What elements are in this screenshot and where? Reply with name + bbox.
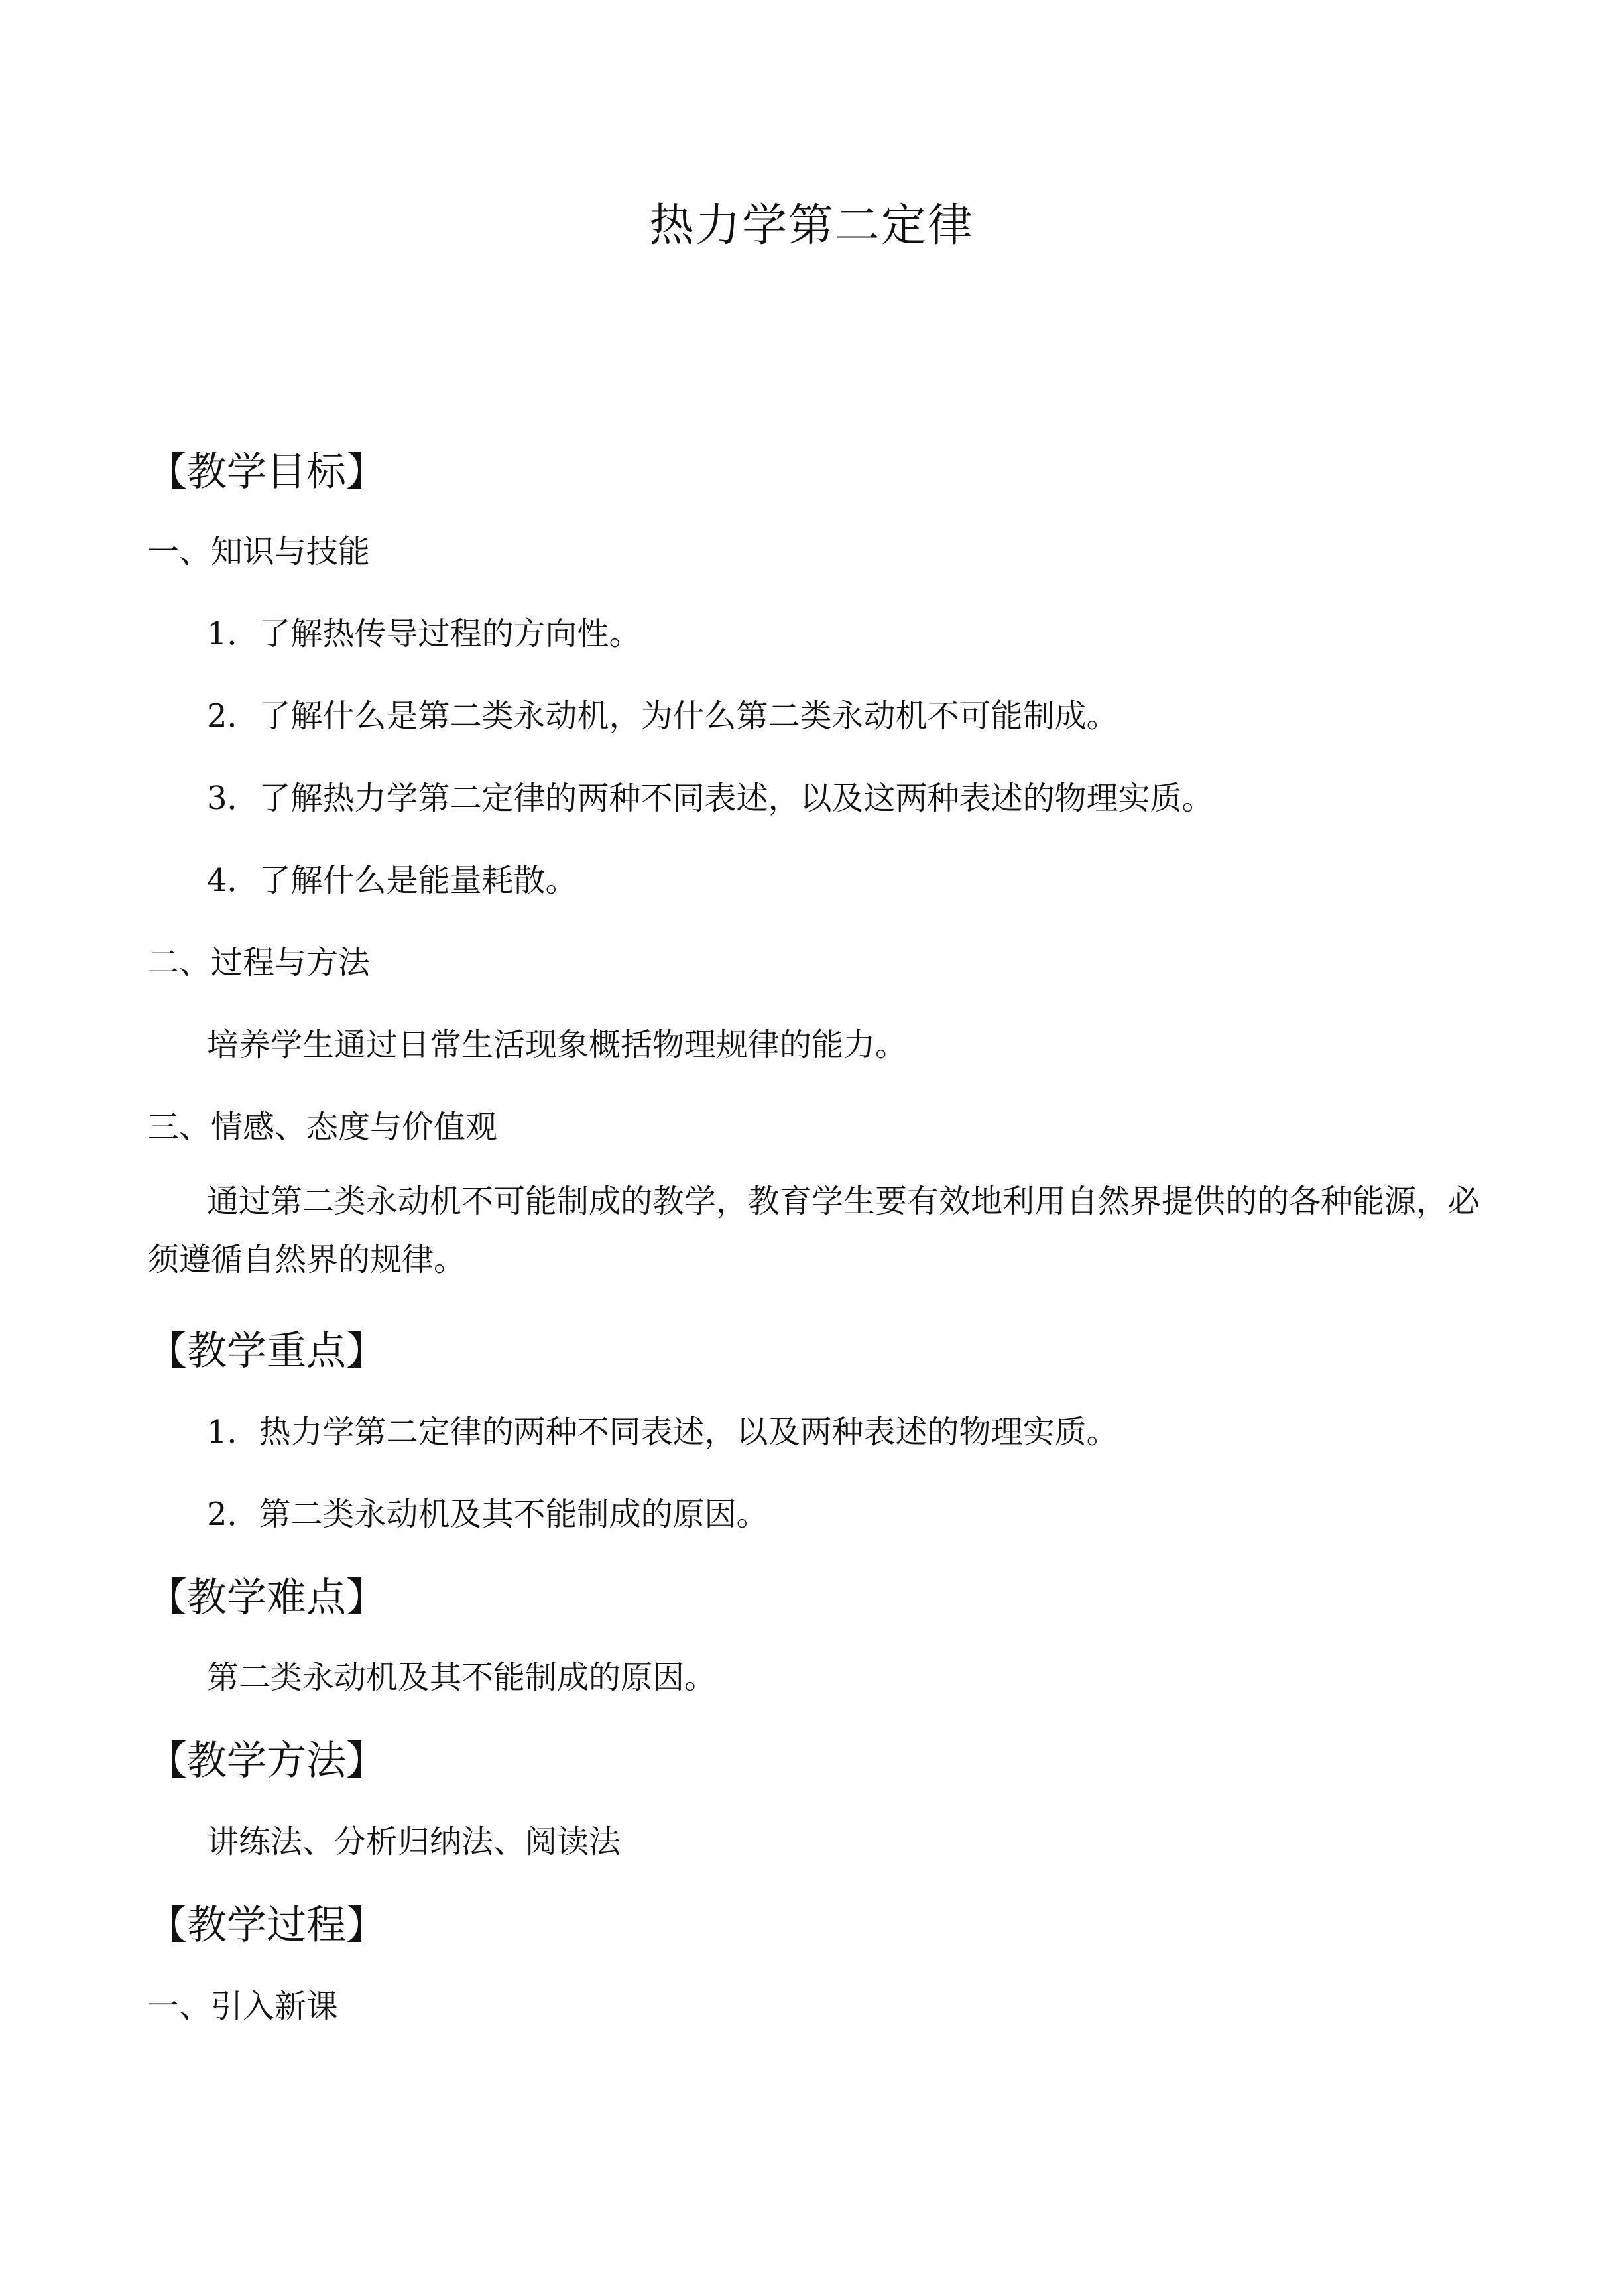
knowledge-skills-heading: 一、知识与技能 [147, 533, 371, 570]
methods-text: 讲练法、分析归纳法、阅读法 [207, 1823, 621, 1860]
objectives-heading: 【教学目标】 [147, 449, 386, 495]
key-point-item-1: 1．热力学第二定律的两种不同表述，以及两种表述的物理实质。 [207, 1414, 1118, 1451]
process-method-heading: 二、过程与方法 [147, 944, 371, 981]
document-title: 热力学第二定律 [648, 200, 974, 252]
process-method-text: 培养学生通过日常生活现象概括物理规律的能力。 [207, 1026, 908, 1063]
methods-heading: 【教学方法】 [147, 1738, 386, 1784]
objective-item-1: 1．了解热传导过程的方向性。 [207, 615, 641, 652]
key-point-item-2: 2．第二类永动机及其不能制成的原因。 [207, 1496, 768, 1533]
emotion-values-heading: 三、情感、态度与价值观 [147, 1109, 498, 1146]
difficulties-text: 第二类永动机及其不能制成的原因。 [207, 1659, 717, 1696]
difficulties-heading: 【教学难点】 [147, 1575, 386, 1621]
objective-item-3: 3．了解热力学第二定律的两种不同表述，以及这两种表述的物理实质。 [207, 780, 1214, 817]
objective-item-4: 4．了解什么是能量耗散。 [207, 862, 577, 899]
emotion-values-text: 通过第二类永动机不可能制成的教学，教育学生要有效地利用自然界提供的的各种能源，必须遵循自然界的规律。 [147, 1183, 1480, 1278]
objective-item-2: 2．了解什么是第二类永动机，为什么第二类永动机不可能制成。 [207, 697, 1118, 735]
key-points-heading: 【教学重点】 [147, 1328, 386, 1374]
procedure-heading: 【教学过程】 [147, 1902, 386, 1949]
procedure-intro-heading: 一、引入新课 [147, 1988, 339, 2025]
